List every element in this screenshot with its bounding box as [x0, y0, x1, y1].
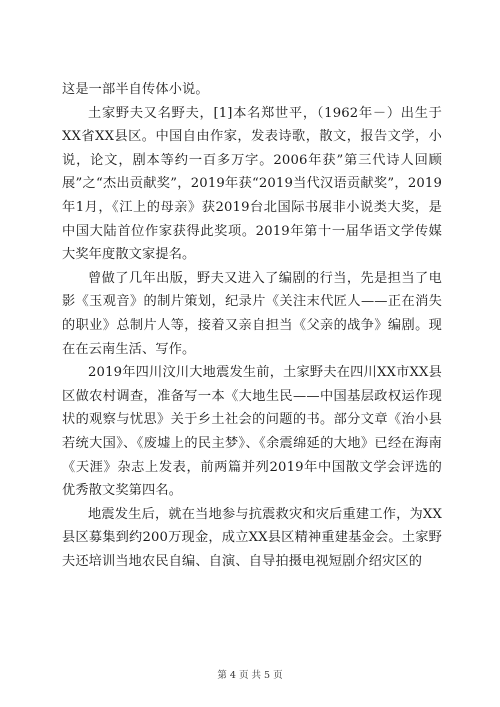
paragraph-intro: 这是一部半自传体小说。: [62, 82, 209, 97]
page-number-footer: 第 4 页 共 5 页: [217, 670, 283, 681]
page-body: [62, 78, 442, 573]
paragraph-relief-work: 地震发生后，就在当地参与抗震救灾和灾后重建工作，为XX县区募集到约200万现金，成立XX县区精神重建基金会。土家野夫还培训当地农民自编、自演、自导拍摄电视短剧介绍灾区的: [62, 506, 442, 569]
paragraph-biography: 土家野夫又名野夫，[1]本名郑世平，（1962年－）出生于XX省XX县区。中国自由作家，发表诗歌，散文，报告文学，小说，论文，剧本等约一百多万字。2006年获”第三代诗人回顾展”之“杰出贡献奖”，2019年获“2019当代汉语贡献奖”，2019年1月，《江上的母亲》获2019台北国际书展非小说类大奖，是中国大陆首位作家获得此奖项。2019年第十一届华语文学传媒大奖年度散文家提名。: [62, 105, 442, 263]
paragraph-career: 曾做了几年出版，野夫又进入了编剧的行当，先是担当了电影《玉观音》的制片策划，纪录片《关注末代匠人——正在消失的职业》总制片人等，接着又亲自担当《父亲的战争》编剧。现在在云南生活、写作。: [62, 270, 442, 357]
paragraph-earthquake-research: 2019年四川汶川大地震发生前，土家野夫在四川XX市XX县区做农村调查，准备写一本《大地生民——中国基层政权运作现状的观察与忧思》关于乡土社会的问题的书。部分文章《治小县若统大国》、《废墟上的民主梦》、《余震绵延的大地》已经在海南《天涯》杂志上发表，前两篇并列2019年中国散文学会评选的优秀散文奖第四名。: [62, 365, 442, 499]
